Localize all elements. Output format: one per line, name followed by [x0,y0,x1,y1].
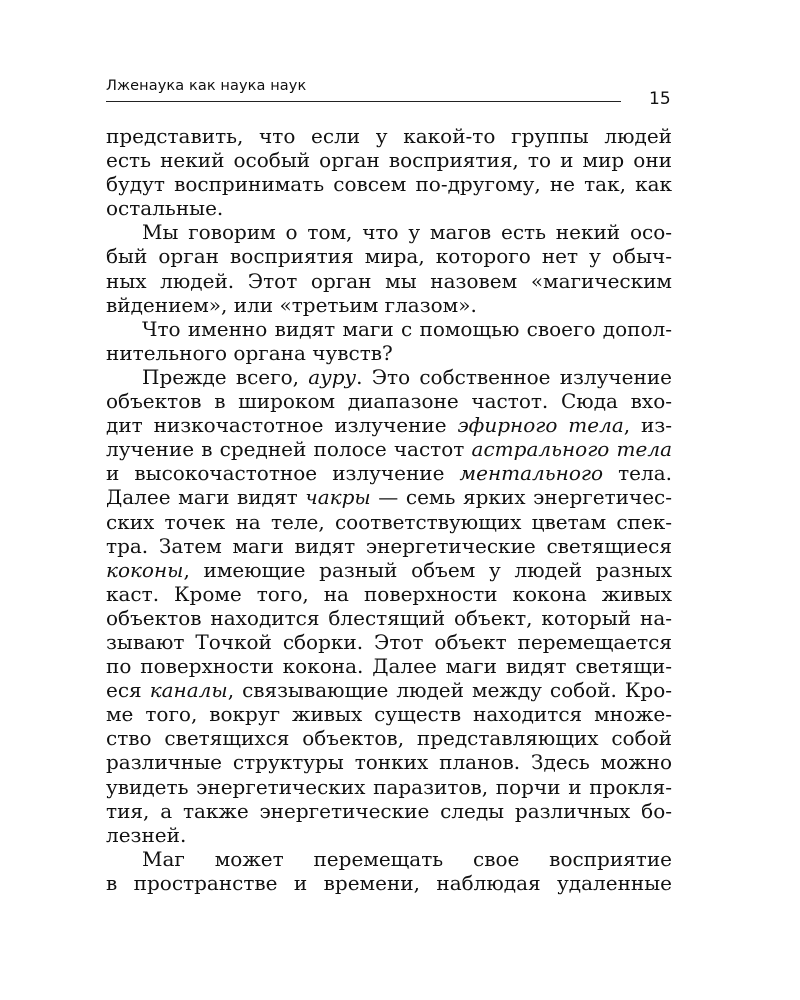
text-line: будут воспринимать совсем по-другому, не так, как [106,172,672,197]
text-line: тра. Затем маги видят энергетические светящиеся [106,533,672,558]
text-line: вйдением», или «третьим глазом». [106,292,477,317]
text-line: Далее маги видят чакры — семь ярких энергетичес- [106,485,673,510]
text-line: еся каналы, связывающие людей между собой. Кро- [106,678,673,703]
running-head: Лженаука как наука наук [106,78,307,94]
text-line: объектов в широком диапазоне частот. Сюда вхо- [106,389,672,414]
text-line: объектов находится блестящий объект, который на- [106,605,672,630]
text-line: нительного органа чувств? [106,340,393,365]
text-line: есть некий особый орган восприятия, то и мир они [106,148,672,173]
body-text [106,124,672,895]
text-line: остальные. [106,196,224,221]
text-line: Мы говорим о том, что у магов есть некий осо- [142,220,672,245]
text-line: бый орган восприятия мира, которого нет у обыч- [106,244,672,269]
text-line: дит низкочастотное излучение эфирного тела, из- [106,413,672,438]
text-line: Маг может перемещать свое восприятие [142,846,672,871]
text-line: каст. Кроме того, на поверхности кокона живых [106,581,672,606]
text-line: представить, что если у какой-то группы людей [106,124,672,148]
text-line: лезней. [106,822,187,847]
text-line: и высокочастотное излучение ментального тела. [106,461,672,486]
text-line: зывают Точкой сборки. Этот объект перемещается [106,629,672,654]
text-line: коконы, имеющие разный объем у людей разных [106,557,672,582]
text-line: ских точек на теле, соответствующих цветам спек- [106,509,672,534]
header-rule [106,101,621,102]
text-line: ме того, вокруг живых существ находится множе- [106,702,672,727]
text-line: лучение в средней полосе частот астрального тела [106,437,672,462]
text-line: тия, а также энергетические следы различных бо- [106,798,672,823]
text-line: Прежде всего, ауру. Это собственное излучение [142,364,672,389]
text-line: в пространстве и времени, наблюдая удаленные [106,870,672,895]
text-line: ных людей. Этот орган мы назовем «магическим [106,268,672,293]
text-line: увидеть энергетических паразитов, порчи и прокля- [106,774,672,799]
text-line: по поверхности кокона. Далее маги видят светящи- [106,654,672,679]
page-number: 15 [649,89,671,109]
text-line: Что именно видят маги с помощью своего допол- [142,316,672,341]
text-line: различные структуры тонких планов. Здесь можно [106,750,672,775]
text-line: ство светящихся объектов, представляющих собой [106,726,672,751]
